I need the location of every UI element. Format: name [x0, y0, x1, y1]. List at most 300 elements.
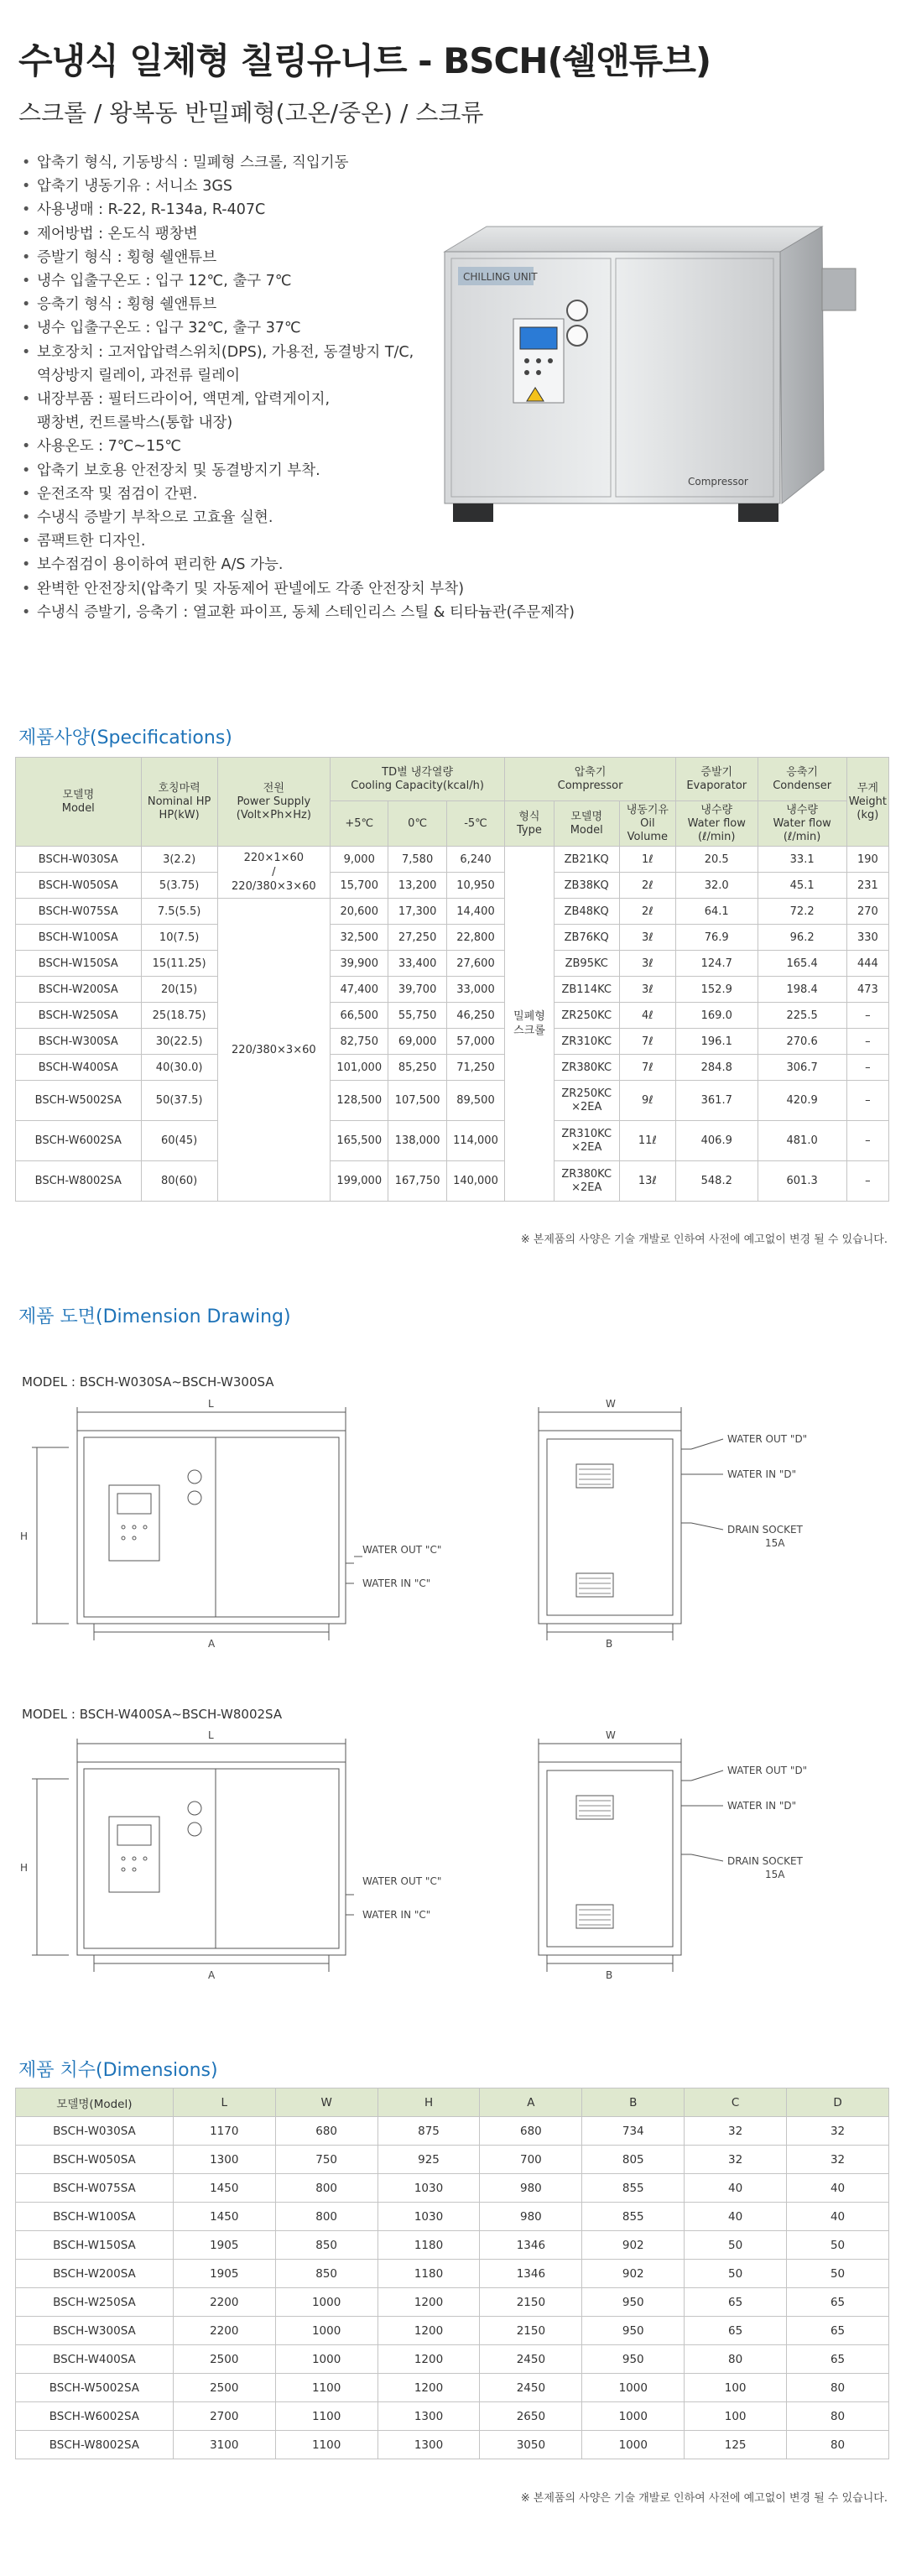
dim-cell: BSCH-W300SA: [16, 2317, 174, 2345]
spec-cell-model: BSCH-W200SA: [16, 977, 142, 1003]
dim-cell: 50: [787, 2260, 889, 2288]
spec-header-type: 형식 Type: [505, 801, 555, 847]
feature-item: • 증발기 형식 : 횡형 쉘앤튜브: [18, 246, 572, 269]
spec-cell-cooling: 85,250: [388, 1055, 446, 1081]
spec-cell-cooling: 107,500: [388, 1081, 446, 1121]
spec-cell-cooling: 66,500: [331, 1003, 388, 1029]
table-row: [16, 1121, 889, 1161]
spec-cell-evap: 76.9: [675, 925, 758, 951]
spec-cell-cond: 45.1: [758, 873, 846, 899]
dim-cell: 65: [787, 2288, 889, 2317]
spec-cell-hp: 40(30.0): [141, 1055, 217, 1081]
spec-cell-weight: 270: [846, 899, 888, 925]
spec-cell-model: BSCH-W100SA: [16, 925, 142, 951]
dim-cell: 925: [378, 2146, 480, 2174]
table-row: [16, 2260, 889, 2288]
dim-cell: 1200: [378, 2345, 480, 2374]
spec-cell-oil: 1ℓ: [619, 847, 675, 873]
spec-cell-cooling: 46,250: [446, 1003, 504, 1029]
dim-cell: 1200: [378, 2288, 480, 2317]
dim-label-H: H: [20, 1530, 29, 1542]
spec-cell-hp: 20(15): [141, 977, 217, 1003]
dim-cell: 850: [275, 2231, 378, 2260]
dim-label-A: A: [208, 1969, 216, 1980]
spec-cell-cooling: 128,500: [331, 1081, 388, 1121]
table-row: [16, 2146, 889, 2174]
feature-item: • 응축기 형식 : 횡형 쉘앤튜브: [18, 293, 572, 316]
dim-cell: 1346: [480, 2260, 582, 2288]
feature-item: • 제어방법 : 온도식 팽창변: [18, 222, 572, 246]
dim-cell: 950: [582, 2317, 685, 2345]
spec-cell-cooling: 69,000: [388, 1029, 446, 1055]
feature-item-continued: 팽창변, 컨트롤박스(통합 내장): [37, 415, 233, 432]
table-row: [16, 1029, 889, 1055]
spec-cell-oil: 3ℓ: [619, 977, 675, 1003]
spec-cell-model: BSCH-W050SA: [16, 873, 142, 899]
drain-size-label: 15A: [765, 1869, 785, 1880]
spec-cell-comp-model: ZB76KQ: [554, 925, 619, 951]
spec-cell-weight: –: [846, 1003, 888, 1029]
dim-cell: 100: [685, 2402, 787, 2431]
table-row: [16, 2174, 889, 2203]
spec-cell-cooling: 47,400: [331, 977, 388, 1003]
dim-cell: 2500: [173, 2374, 275, 2402]
feature-item: • 보수점검이 용이하여 편리한 A/S 가능.: [18, 553, 572, 576]
spec-cell-model: BSCH-W6002SA: [16, 1121, 142, 1161]
spec-table: [15, 757, 889, 1202]
dim-cell: 40: [787, 2203, 889, 2231]
table-row: [16, 1161, 889, 1202]
water-out-c-label: WATER OUT "C": [362, 1544, 442, 1556]
spec-cell-hp: 7.5(5.5): [141, 899, 217, 925]
spec-cell-model: BSCH-W400SA: [16, 1055, 142, 1081]
spec-cell-model: BSCH-W8002SA: [16, 1161, 142, 1202]
spec-section-title: 제품사양(Specifications): [18, 727, 232, 748]
dim-cell: BSCH-W100SA: [16, 2203, 174, 2231]
spec-cell-cooling: 39,700: [388, 977, 446, 1003]
spec-cell-evap: 406.9: [675, 1121, 758, 1161]
dim-cell: 1000: [582, 2402, 685, 2431]
dim-cell: 2200: [173, 2288, 275, 2317]
spec-cell-comp-model: ZR250KC ×2EA: [554, 1081, 619, 1121]
feature-item: • 수냉식 증발기 부착으로 고효율 실현.: [18, 506, 572, 529]
spec-cell-cooling: 27,250: [388, 925, 446, 951]
water-out-d-label: WATER OUT "D": [727, 1765, 808, 1776]
dim-cell: 1200: [378, 2374, 480, 2402]
spec-cell-model: BSCH-W150SA: [16, 951, 142, 977]
spec-cell-hp: 3(2.2): [141, 847, 217, 873]
spec-cell-comp-model: ZR380KC ×2EA: [554, 1161, 619, 1202]
spec-header-hp: 호칭마력 Nominal HP HP(kW): [141, 758, 217, 847]
spec-cell-cooling: 199,000: [331, 1161, 388, 1202]
spec-cell-cooling: 138,000: [388, 1121, 446, 1161]
spec-cell-cooling: 165,500: [331, 1121, 388, 1161]
spec-cell-cooling: 33,000: [446, 977, 504, 1003]
dim-label-W: W: [606, 1398, 616, 1410]
spec-cell-cond: 420.9: [758, 1081, 846, 1121]
dim-cell: 1000: [275, 2317, 378, 2345]
dim-cell: 1905: [173, 2231, 275, 2260]
feature-item: • 완벽한 안전장치(압축기 및 자동제어 판넬에도 각종 안전장치 부착): [18, 577, 572, 601]
spec-header-plus5: +5℃: [331, 801, 388, 847]
dim-cell: 50: [685, 2231, 787, 2260]
spec-cell-weight: –: [846, 1121, 888, 1161]
dim-cell: 50: [685, 2260, 787, 2288]
spec-cell-cond: 198.4: [758, 977, 846, 1003]
dim-cell: 680: [275, 2117, 378, 2146]
spec-cell-model: BSCH-W250SA: [16, 1003, 142, 1029]
table-row: [16, 2345, 889, 2374]
dim-cell: 950: [582, 2288, 685, 2317]
dim-cell: 1100: [275, 2431, 378, 2459]
product-image: [436, 218, 889, 579]
dim-cell: 734: [582, 2117, 685, 2146]
spec-cell-cooling: 82,750: [331, 1029, 388, 1055]
spec-cell-evap: 32.0: [675, 873, 758, 899]
drain-socket-label: DRAIN SOCKET: [727, 1524, 803, 1536]
dim-cell: 2650: [480, 2402, 582, 2431]
spec-header-cooling: TD별 냉각열량 Cooling Capacity(kcal/h): [331, 758, 505, 801]
dim-label-B: B: [606, 1969, 613, 1980]
feature-item: • 냉수 입출구온도 : 입구 32℃, 출구 37℃: [18, 316, 572, 340]
spec-cell-evap: 124.7: [675, 951, 758, 977]
dim-cell: 1300: [173, 2146, 275, 2174]
dim-cell: 1030: [378, 2203, 480, 2231]
feature-item: • 수냉식 증발기, 응축기 : 열교환 파이프, 동체 스테인리스 스틸 & 티타늄관(주문제작): [18, 601, 572, 624]
spec-cell-cooling: 114,000: [446, 1121, 504, 1161]
dim-cell: BSCH-W075SA: [16, 2174, 174, 2203]
spec-cell-cooling: 39,900: [331, 951, 388, 977]
spec-cell-oil: 9ℓ: [619, 1081, 675, 1121]
spec-cell-comp-model: ZB114KC: [554, 977, 619, 1003]
product-label-text: CHILLING UNIT: [463, 271, 538, 283]
spec-cell-evap: 169.0: [675, 1003, 758, 1029]
water-in-d-label: WATER IN "D": [727, 1468, 797, 1480]
spec-cell-evap: 20.5: [675, 847, 758, 873]
spec-header-compressor: 압축기 Compressor: [505, 758, 676, 801]
spec-header-model: 모델명 Model: [16, 758, 142, 847]
dim-cell: 855: [582, 2203, 685, 2231]
dimensions-note: ※ 본제품의 사양은 기술 개발로 인하여 사전에 예고없이 변경 될 수 있습니다.: [520, 2492, 888, 2505]
water-in-c-label: WATER IN "C": [362, 1577, 431, 1589]
spec-cell-hp: 80(60): [141, 1161, 217, 1202]
table-row: [16, 1055, 889, 1081]
dim-cell: 1905: [173, 2260, 275, 2288]
spec-cell-evap: 64.1: [675, 899, 758, 925]
spec-cell-oil: 13ℓ: [619, 1161, 675, 1202]
drawing-model-label-2: MODEL : BSCH-W400SA~BSCH-W8002SA: [22, 1707, 283, 1722]
spec-note: ※ 본제품의 사양은 기술 개발로 인하여 사전에 예고없이 변경 될 수 있습니다.: [520, 1233, 888, 1246]
spec-cell-weight: 190: [846, 847, 888, 873]
feature-item: • 사용온도 : 7℃~15℃: [18, 435, 572, 458]
page-subtitle: 스크롤 / 왕복동 반밀폐형(고온/중온) / 스크류: [18, 99, 484, 127]
spec-cell-cooling: 20,600: [331, 899, 388, 925]
dim-cell: 855: [582, 2174, 685, 2203]
spec-cell-evap: 152.9: [675, 977, 758, 1003]
dim-cell: 1450: [173, 2203, 275, 2231]
dim-cell: 850: [275, 2260, 378, 2288]
dim-cell: 1100: [275, 2402, 378, 2431]
spec-cell-comp-model: ZB95KC: [554, 951, 619, 977]
feature-item-continued: 역상방지 릴레이, 과전류 릴레이: [37, 367, 241, 384]
dim-cell: 902: [582, 2260, 685, 2288]
spec-cell-weight: 473: [846, 977, 888, 1003]
spec-cell-cond: 72.2: [758, 899, 846, 925]
spec-cell-power: 220×1×60 / 220/380×3×60: [217, 847, 330, 899]
spec-cell-hp: 10(7.5): [141, 925, 217, 951]
spec-cell-cond: 225.5: [758, 1003, 846, 1029]
spec-cell-weight: –: [846, 1161, 888, 1202]
spec-cell-oil: 11ℓ: [619, 1121, 675, 1161]
spec-cell-weight: –: [846, 1081, 888, 1121]
dim-cell: 40: [685, 2203, 787, 2231]
dim-cell: 680: [480, 2117, 582, 2146]
dim-header-model: 모델명(Model): [16, 2088, 174, 2117]
spec-cell-evap: 196.1: [675, 1029, 758, 1055]
dim-cell: 32: [787, 2146, 889, 2174]
dim-cell: 1000: [582, 2431, 685, 2459]
dim-cell: 2500: [173, 2345, 275, 2374]
drain-size-label: 15A: [765, 1537, 785, 1549]
dim-cell: 32: [685, 2146, 787, 2174]
feature-item: • 압축기 형식, 기동방식 : 밀폐형 스크롤, 직입기동: [18, 151, 572, 175]
spec-cell-hp: 50(37.5): [141, 1081, 217, 1121]
spec-header-evap-flow: 냉수량 Water flow (ℓ/min): [675, 801, 758, 847]
dimension-drawing-1: [18, 1397, 891, 1649]
spec-cell-cooling: 27,600: [446, 951, 504, 977]
table-row: [16, 2431, 889, 2459]
table-row: [16, 925, 889, 951]
feature-item: • 내장부품 : 필터드라이어, 액면계, 압력게이지,: [18, 388, 572, 411]
spec-header-weight: 무게 Weight (kg): [846, 758, 888, 847]
dim-cell: 3050: [480, 2431, 582, 2459]
spec-header-oil: 냉동기유 Oil Volume: [619, 801, 675, 847]
spec-cell-weight: 330: [846, 925, 888, 951]
dim-header-b: B: [582, 2088, 685, 2117]
feature-item: • 운전조작 및 점검이 간편.: [18, 482, 572, 506]
dim-cell: 800: [275, 2174, 378, 2203]
spec-cell-cooling: 9,000: [331, 847, 388, 873]
table-row: [16, 2203, 889, 2231]
spec-cell-oil: 2ℓ: [619, 873, 675, 899]
drawing-model-label-1: MODEL : BSCH-W030SA~BSCH-W300SA: [22, 1374, 274, 1390]
drain-socket-label: DRAIN SOCKET: [727, 1855, 803, 1867]
table-row: [16, 2117, 889, 2146]
spec-cell-weight: –: [846, 1055, 888, 1081]
dim-cell: 40: [787, 2174, 889, 2203]
dim-cell: BSCH-W030SA: [16, 2117, 174, 2146]
spec-cell-hp: 60(45): [141, 1121, 217, 1161]
dim-cell: 700: [480, 2146, 582, 2174]
dim-cell: 1200: [378, 2317, 480, 2345]
dim-cell: 3100: [173, 2431, 275, 2459]
spec-cell-cooling: 89,500: [446, 1081, 504, 1121]
dim-header-c: C: [685, 2088, 787, 2117]
dim-cell: 1100: [275, 2374, 378, 2402]
spec-cell-cooling: 167,750: [388, 1161, 446, 1202]
spec-cell-cond: 481.0: [758, 1121, 846, 1161]
dim-cell: BSCH-W250SA: [16, 2288, 174, 2317]
table-row: [16, 1003, 889, 1029]
dim-header-d: D: [787, 2088, 889, 2117]
spec-cell-model: BSCH-W075SA: [16, 899, 142, 925]
dim-cell: 80: [787, 2431, 889, 2459]
dim-cell: 1300: [378, 2402, 480, 2431]
dim-cell: BSCH-W050SA: [16, 2146, 174, 2174]
table-row: [16, 1081, 889, 1121]
spec-header-zero: 0℃: [388, 801, 446, 847]
dim-cell: 2450: [480, 2345, 582, 2374]
spec-cell-cooling: 57,000: [446, 1029, 504, 1055]
dim-cell: 2150: [480, 2317, 582, 2345]
spec-cell-weight: 444: [846, 951, 888, 977]
dim-cell: 2450: [480, 2374, 582, 2402]
spec-header-evaporator: 증발기 Evaporator: [675, 758, 758, 801]
spec-cell-cooling: 14,400: [446, 899, 504, 925]
dim-cell: 1030: [378, 2174, 480, 2203]
dim-cell: BSCH-W8002SA: [16, 2431, 174, 2459]
dim-cell: 80: [685, 2345, 787, 2374]
spec-cell-cooling: 13,200: [388, 873, 446, 899]
dim-cell: 100: [685, 2374, 787, 2402]
dim-cell: 980: [480, 2203, 582, 2231]
dim-cell: 1000: [275, 2345, 378, 2374]
spec-cell-cooling: 10,950: [446, 873, 504, 899]
spec-cell-comp-type: 밀폐형 스크롤: [505, 847, 555, 1202]
spec-cell-cooling: 101,000: [331, 1055, 388, 1081]
spec-cell-cooling: 6,240: [446, 847, 504, 873]
spec-cell-oil: 3ℓ: [619, 951, 675, 977]
spec-header-condenser: 응축기 Condenser: [758, 758, 846, 801]
dim-cell: 2150: [480, 2288, 582, 2317]
spec-cell-hp: 25(18.75): [141, 1003, 217, 1029]
dim-cell: 902: [582, 2231, 685, 2260]
drawing-section-title: 제품 도면(Dimension Drawing): [18, 1306, 291, 1327]
dim-cell: 875: [378, 2117, 480, 2146]
dim-cell: 800: [275, 2203, 378, 2231]
dim-cell: 80: [787, 2402, 889, 2431]
table-row: [16, 2374, 889, 2402]
feature-item: • 압축기 보호용 안전장치 및 동결방지기 부착.: [18, 459, 572, 482]
dim-cell: BSCH-W5002SA: [16, 2374, 174, 2402]
spec-cell-cond: 33.1: [758, 847, 846, 873]
dim-label-L: L: [208, 1398, 214, 1410]
dim-cell: 2700: [173, 2402, 275, 2431]
spec-cell-cond: 601.3: [758, 1161, 846, 1202]
dimension-drawing-2: [18, 1729, 891, 1980]
spec-cell-comp-model: ZB21KQ: [554, 847, 619, 873]
dimensions-table: [15, 2088, 889, 2459]
feature-item: • 보호장치 : 고저압압력스위치(DPS), 가용전, 동결방지 T/C,: [18, 341, 572, 364]
spec-cell-comp-model: ZR310KC ×2EA: [554, 1121, 619, 1161]
spec-cell-cond: 270.6: [758, 1029, 846, 1055]
table-row: [16, 899, 889, 925]
feature-item: • 압축기 냉동기유 : 서니소 3GS: [18, 175, 572, 198]
spec-cell-cond: 165.4: [758, 951, 846, 977]
spec-cell-cooling: 140,000: [446, 1161, 504, 1202]
spec-header-power: 전원 Power Supply (Volt×Ph×Hz): [217, 758, 330, 847]
water-in-d-label: WATER IN "D": [727, 1800, 797, 1812]
spec-cell-oil: 2ℓ: [619, 899, 675, 925]
spec-cell-evap: 361.7: [675, 1081, 758, 1121]
spec-cell-weight: –: [846, 1029, 888, 1055]
dim-cell: 80: [787, 2374, 889, 2402]
spec-cell-hp: 30(22.5): [141, 1029, 217, 1055]
feature-item: • 콤팩트한 디자인.: [18, 529, 572, 553]
dim-cell: 65: [685, 2288, 787, 2317]
dim-cell: 2200: [173, 2317, 275, 2345]
dim-label-W: W: [606, 1729, 616, 1741]
table-row: [16, 2288, 889, 2317]
table-row: [16, 847, 889, 873]
dim-cell: BSCH-W200SA: [16, 2260, 174, 2288]
spec-cell-cooling: 32,500: [331, 925, 388, 951]
spec-cell-model: BSCH-W5002SA: [16, 1081, 142, 1121]
dim-cell: 32: [787, 2117, 889, 2146]
spec-cell-oil: 7ℓ: [619, 1055, 675, 1081]
spec-cell-cooling: 71,250: [446, 1055, 504, 1081]
dim-label-L: L: [208, 1729, 214, 1741]
spec-cell-evap: 284.8: [675, 1055, 758, 1081]
dim-cell: 750: [275, 2146, 378, 2174]
table-row: [16, 951, 889, 977]
spec-cell-cooling: 22,800: [446, 925, 504, 951]
dim-cell: 1300: [378, 2431, 480, 2459]
dim-cell: 950: [582, 2345, 685, 2374]
spec-cell-hp: 5(3.75): [141, 873, 217, 899]
spec-cell-oil: 7ℓ: [619, 1029, 675, 1055]
spec-cell-weight: 231: [846, 873, 888, 899]
dim-header-a: A: [480, 2088, 582, 2117]
spec-cell-comp-model: ZR250KC: [554, 1003, 619, 1029]
dim-cell: 1346: [480, 2231, 582, 2260]
table-row: [16, 873, 889, 899]
dim-cell: 65: [787, 2345, 889, 2374]
spec-cell-comp-model: ZB38KQ: [554, 873, 619, 899]
dim-cell: 32: [685, 2117, 787, 2146]
spec-cell-cond: 306.7: [758, 1055, 846, 1081]
table-row: [16, 2231, 889, 2260]
dim-cell: BSCH-W150SA: [16, 2231, 174, 2260]
spec-cell-comp-model: ZR310KC: [554, 1029, 619, 1055]
dim-cell: 125: [685, 2431, 787, 2459]
table-row: [16, 2317, 889, 2345]
spec-cell-oil: 4ℓ: [619, 1003, 675, 1029]
product-brand-text: Compressor: [688, 476, 748, 488]
dim-header-h: H: [378, 2088, 480, 2117]
dim-label-A: A: [208, 1638, 216, 1649]
table-row: [16, 2402, 889, 2431]
spec-cell-power: 220/380×3×60: [217, 899, 330, 1202]
spec-cell-comp-model: ZR380KC: [554, 1055, 619, 1081]
dim-cell: BSCH-W400SA: [16, 2345, 174, 2374]
dim-cell: 1170: [173, 2117, 275, 2146]
spec-cell-comp-model: ZB48KQ: [554, 899, 619, 925]
feature-item: • 사용냉매 : R-22, R-134a, R-407C: [18, 198, 572, 222]
dim-cell: 1000: [582, 2374, 685, 2402]
spec-cell-cooling: 17,300: [388, 899, 446, 925]
dim-cell: 1180: [378, 2231, 480, 2260]
dim-label-B: B: [606, 1638, 613, 1649]
dim-header-w: W: [275, 2088, 378, 2117]
page-title: 수냉식 일체형 칠링유니트 - BSCH(쉘앤튜브): [18, 40, 711, 81]
spec-header-comp-model: 모델명 Model: [554, 801, 619, 847]
spec-cell-oil: 3ℓ: [619, 925, 675, 951]
dim-cell: 40: [685, 2174, 787, 2203]
dim-cell: 50: [787, 2231, 889, 2260]
dimensions-section-title: 제품 치수(Dimensions): [18, 2060, 218, 2081]
dim-cell: 65: [787, 2317, 889, 2345]
